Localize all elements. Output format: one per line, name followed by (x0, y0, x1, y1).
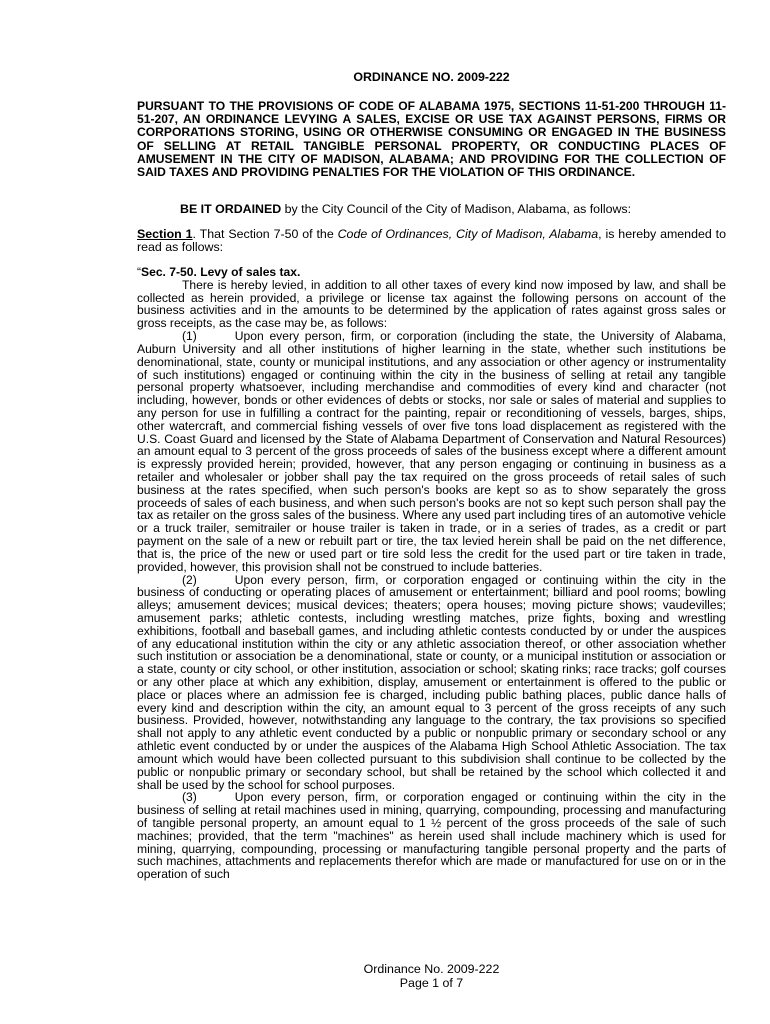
ordinance-heading: PURSUANT TO THE PROVISIONS OF CODE OF ALABAMA 1975, SECTIONS 11-51-200 THROUGH 11-51-207, AN ORDINANCE LEVYING A SALES, EXCISE OR USE TAX AGAINST PERSONS, FIRMS OR CORPORATIONS STORING, USING OR OTHERWISE CONSUMING OR ENGAGED IN THE BUSINESS OF SELLING AT RETAIL TANGIBLE PERSONAL PROPERTY, OR CONDUCTING PLACES OF AMUSEMENT IN THE CITY OF MADISON, ALABAMA; AND PROVIDING FOR THE COLLECTION OF SAID TAXES AND PROVIDING PENALTIES FOR THE VIOLATION OF THIS ORDINANCE. (137, 99, 726, 180)
subsection-2-text: Upon every person, firm, or corporation engaged or continuing within the city in the business of conducting or operating places of amusement or entertainment; billiard and pool rooms; bowling alleys; amusement devices; musical devices; theaters; opera houses; moving picture shows; vaudevilles; amusement parks; athletic contests, including wrestling matches, prize fights, boxing and wrestling exhibitions, football and baseball games, and including athletic contests conducted by or under the auspices of any educational institution within the city or any athletic association thereof, or other association whether such institution or association be a denominational, state or county, or a municipal institution or association or a state, county or city school, or other institution, association or school; skating rinks; race tracks; golf courses or any other place at which any exhibition, display, amusement or entertainment is offered to the public or place or places where an admission fee is charged, including public bathing places, public dance halls of every kind and description within the city, an amount equal to 3 percent of the gross receipts of any such business. Provided, however, notwithstanding any language to the contrary, the tax provisions so specified shall not apply to any athletic event conducted by a public or nonpublic primary or secondary school or any athletic event conducted by or under the auspices of the Alabama High School Athletic Association. The tax amount which would have been collected pursuant to this subdivision shall continue to be collected by the public or nonpublic primary or secondary school, but shall be retained by the school which collected it and shall be used by the school for school purposes. (137, 572, 726, 792)
section-7-50-heading (137, 266, 726, 279)
subsection-1-text: Upon every person, firm, or corporation (including the state, the University of Alabama, Auburn University and all other institutions of higher learning in the state, whether such institutions be denominational, state, county or municipal institutions, and any association or other agency or instrumentality of such institutions) engaged or continuing within the city in the business of selling at retail any tangible personal property whatsoever, including merchandise and commodities of every kind and character (not including, however, bonds or other evidences of debts or stocks, nor sale or sales of material and supplies to any person for use in fulfilling a contract for the painting, repair or reconditioning of vessels, barges, ships, other watercraft, and commercial fishing vessels of over five tons load displacement as registered with the U.S. Coast Guard and licensed by the State of Alabama Department of Conservation and Natural Resources) an amount equal to 3 percent of the gross proceeds of sales of the business except where a different amount is expressly provided herein; provided, however, that any person engaging or continuing in business as a retailer and wholesaler or jobber shall pay the tax required on the gross proceeds of retail sales of such business at the rates specified, when such person's books are kept so as to show separately the gross proceeds of sales of each business, and when such person's books are not so kept such person shall pay the tax as retailer on the gross sales of the business. Where any used part including tires of an automotive vehicle or a truck trailer, semitrailer or house trailer is taken in trade, or in a series of trades, as a credit or part payment on the sale of a new or rebuilt part or tire, the tax levied herein shall be paid on the net difference, that is, the price of the new or used part or tire sold less the credit for the used part or tire taken in trade, provided, however, this provision shall not be construed to include batteries. (137, 329, 726, 574)
subsection-2-number: (2) (182, 572, 197, 587)
subsection-1-number: (1) (182, 329, 197, 344)
subsection-2 (137, 574, 726, 792)
section-1-paragraph (137, 228, 726, 254)
section-7-50-intro: There is hereby levied, in addition to all other taxes of every kind now imposed by law, and shall be collected as herein provided, a privilege or license tax against the following persons on account of the business activities and in the amounts to be determined by the application of rates against gross sales or gross receipts, as the case may be, as follows: (137, 277, 726, 331)
section-1-label: Section 1 (137, 227, 193, 241)
ordinance-title: ORDINANCE NO. 2009-222 (353, 70, 510, 84)
subsection-3-number: (3) (182, 790, 197, 805)
subsection-3 (137, 791, 726, 881)
ordained-clause (180, 202, 631, 216)
footer-page-number: Page 1 of 7 (399, 976, 464, 990)
section-1-code-title: Code of Ordinances, City of Madison, Alabama (337, 227, 599, 241)
section-1-pre: . That Section 7-50 of the (192, 227, 338, 241)
section-7-50-body (137, 266, 726, 881)
subsection-3-text: Upon every person, firm, or corporation engaged or continuing within the city in the business of selling at retail machines used in mining, quarrying, compounding, processing and manufacturing of tangible personal property, an amount equal to 1 ½ percent of the gross proceeds of the sale of such machines; provided, that the term "machines" as herein used shall include machinery which is used for mining, quarrying, compounding, processing or manufacturing tangible personal property and the parts of such machines, attachments and replacements therefor which are made or manufactured for use on or in the operation of such (137, 790, 726, 882)
subsection-1 (137, 330, 726, 573)
ordained-bold: BE IT ORDAINED (180, 202, 282, 216)
ordained-text: by the City Council of the City of Madison, Alabama, as follows: (281, 202, 632, 216)
page-footer (137, 962, 726, 990)
section-7-50-title: Sec. 7-50. Levy of sales tax. (141, 265, 301, 279)
footer-ordinance-number: Ordinance No. 2009-222 (363, 962, 500, 976)
open-quote: “ (137, 265, 142, 279)
section-1-post: , is hereby amended to read as follows: (137, 227, 726, 255)
